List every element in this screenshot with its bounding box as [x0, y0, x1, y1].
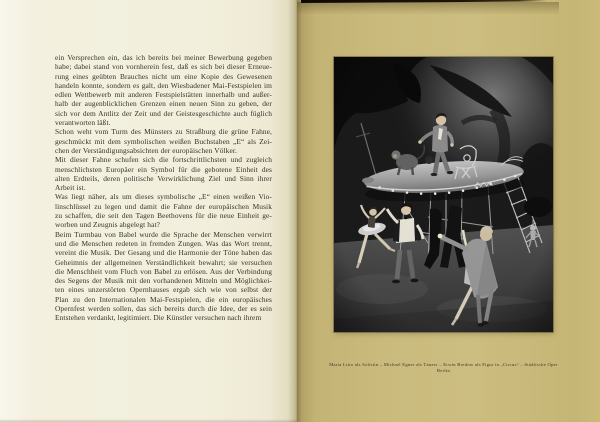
text-line: Was liegt näher, als um dieses symbolische „E“ einen weißen Vio-	[55, 192, 272, 202]
right-page	[297, 0, 600, 422]
text-line: worben und Zeugnis abgelegt hat?	[55, 220, 160, 230]
text-line: zu schaffen, die seit den Tagen Beethovens für die neue Einheit ge-	[55, 211, 272, 221]
paragraph	[55, 192, 272, 229]
text-line: Beim Turmbau von Babel wurde die Sprache der Menschen verwirrt	[55, 229, 272, 239]
body-text	[55, 53, 272, 323]
photo-vignette	[334, 57, 553, 332]
text-line: handeln konnte, sondern es galt, den Wiesbadener Mai-Festspielen im	[55, 80, 272, 90]
text-line: und die Menschen redeten in fremden Zungen. Was das Wort trennt,	[55, 238, 272, 248]
text-line: des Segens der Musik mit den vorhandenen Mitteln und Möglichkei-	[55, 276, 272, 286]
left-page	[0, 0, 297, 422]
text-line: rung eines geübten Brauches nicht um eine Kopie des Gewesenen	[55, 71, 272, 81]
text-line: ein Versprechen ein, das ich bereits bei meiner Bewerbung gegeben	[55, 53, 272, 62]
page-top-shadow	[297, 2, 559, 15]
text-line: Mit dieser Fahne schufen sich die fortschrittlichsten und zugleich	[55, 155, 272, 165]
text-line: habe; dabei stand von vornherein fest, daß es sich bei dieser Erneue-	[55, 62, 272, 72]
text-line: vereint die Musik. Der Gesang und die Harmonie der Töne haben das	[55, 248, 272, 258]
text-line: Entstehen verdankt, legitimiert. Die Künstler versuchen nach ihrem	[55, 313, 262, 323]
text-line: Plan zu den Internationalen Mai-Festspielen, die ein europäisches	[55, 294, 272, 304]
text-line: Schon weht vom Turm des Münsters zu Straßburg die grüne Fahne,	[55, 127, 272, 137]
text-line: Opernfest werden sollen, das sich bereits durch die Idee, der es sein	[55, 304, 272, 314]
text-line: verantworten läßt.	[55, 118, 111, 128]
photo-caption: Maria Litto als Solistin – Michael Egner als Tänzer – Erwin Bredow als Figur in „Circus“ – Städtische Oper Berlin	[329, 362, 558, 373]
text-line: ten eines unzerstörten Opernhauses ergab sich wie von selbst der	[55, 285, 272, 295]
book-edge-shadow	[301, 0, 547, 3]
stage-photograph	[334, 57, 553, 332]
text-line: edlen Wettbewerb mit anderen Festspielstätten innerhalb und außer-	[55, 90, 272, 100]
text-line: sich vor dem Antlitz der Zeit und der Geistesgeschichte auch füglich	[55, 108, 272, 118]
text-line: alten Erdteils, deren politische Verwirklichung Ziel und Sinn ihrer	[55, 173, 272, 183]
paragraph	[55, 127, 272, 155]
text-line: linschlüssel zu legen und damit die Fahne der europäischen Musik	[55, 201, 272, 211]
text-line: die Menschheit vom Fluch von Babel zu erlösen. Aus der Verbindung	[55, 266, 272, 276]
paragraph	[55, 53, 272, 127]
text-line: geschmückt mit dem symbolischen weißen Buchstaben „E“ als Zei-	[55, 136, 272, 146]
text-line: menschlichsten Europäer ein Symbol für die gebotene Einheit des	[55, 164, 272, 174]
text-line: halb der augenblicklichen Grenzen einen neuen Sinn zu geben, der	[55, 99, 272, 109]
text-line: Arbeit ist.	[55, 183, 86, 193]
text-line: chen der Verständigungsabsichten der europäischen Völker.	[55, 145, 237, 155]
stage-photo-art	[334, 57, 553, 332]
paragraph	[55, 230, 272, 323]
paragraph	[55, 155, 272, 192]
text-line: Geheimnis der allgemeinen Verständlichkeit bewahrt; sie versuchen	[55, 257, 272, 267]
